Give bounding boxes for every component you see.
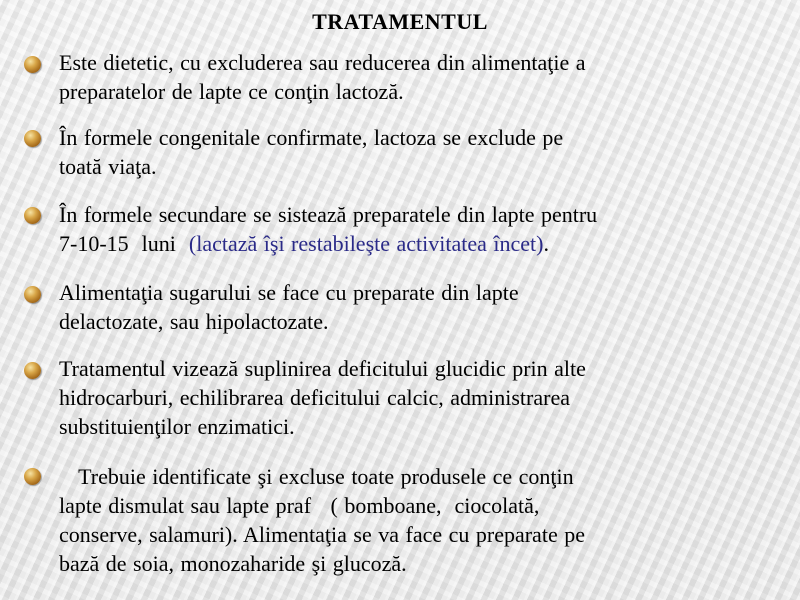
bullet-line: conserve, salamuri). Alimentaţia se va face cu preparate pe [59,522,585,547]
bullet-text [59,278,789,336]
bullet-text [59,200,789,258]
bullet-line: hidrocarburi, echilibrarea deficitului calcic, administrarea [59,385,570,410]
bullet-line: Alimentaţia sugarului se face cu preparate din lapte [59,280,519,305]
highlighted-note: (lactază îşi restabileşte activitatea încet) [188,231,544,256]
slide-title: TRATAMENTUL [312,9,488,34]
bullet-line: În formele secundare se sistează preparatele din lapte pentru [59,202,598,227]
bronze-sphere-bullet-icon [24,56,41,73]
bullet-line-text: 7-10-15 luni [59,231,189,256]
bullet-line: Trebuie identificate şi excluse toate produsele ce conţin [59,464,574,489]
bullet-line: Tratamentul vizează suplinirea deficitului glucidic prin alte [59,356,586,381]
bullet-line [59,229,789,258]
bullet-line: bază de soia, monozaharide şi glucoză. [59,551,407,576]
bullet-line: lapte dismulat sau lapte praf ( bomboane, ciocolată, [59,493,540,518]
bullet-text [59,462,789,578]
bullet-line: substituienţilor enzimatici. [59,414,295,439]
bronze-sphere-bullet-icon [24,468,41,485]
bullet-line: În formele congenitale confirmate, lactoza se exclude pe [59,125,564,150]
bullet-text [59,123,789,181]
bullet-text [59,48,789,106]
bullet-line-text: . [543,231,549,256]
bronze-sphere-bullet-icon [24,130,41,147]
bullet-text [59,354,789,441]
bronze-sphere-bullet-icon [24,207,41,224]
bullet-line: toată viaţa. [59,154,157,179]
bronze-sphere-bullet-icon [24,286,41,303]
bronze-sphere-bullet-icon [24,362,41,379]
bullet-line: Este dietetic, cu excluderea sau reducerea din alimentaţie a [59,50,586,75]
bullet-line: preparatelor de lapte ce conţin lactoză. [59,79,404,104]
bullet-line: delactozate, sau hipolactozate. [59,309,329,334]
